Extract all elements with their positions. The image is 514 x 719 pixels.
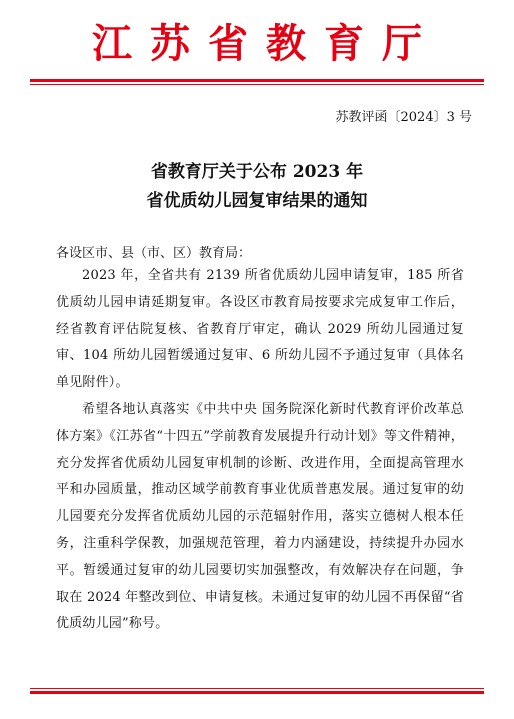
footer-rule-thick xyxy=(30,691,484,694)
document-title-line-1: 省教育厅关于公布 2023 年 xyxy=(150,162,364,182)
letterhead-title: 江苏省教育厅 xyxy=(92,20,440,67)
body-paragraph-1: 2023 年，全省共有 2139 所省优质幼儿园申请复审，185 所省优质幼儿园申请延期复审。各设区市教育局按要求完成复审工作后，经省教育评估院复核、省教育厅审定，确认 2029 所幼儿园通过复审、104 所幼儿园暂缓通过复审、6 所幼儿园不予通过复审（具体名单见附件）。 xyxy=(56,268,464,391)
document-number: 苏教评函〔2024〕3 号 xyxy=(335,110,472,125)
letterhead-rule-thick xyxy=(30,79,484,82)
document-title-line-2: 省优质幼儿园复审结果的通知 xyxy=(146,191,368,211)
footer-rule-thin xyxy=(30,688,484,689)
body-paragraph-2: 希望各地认真落实《中共中央 国务院深化新时代教育评价改革总体方案》《江苏省“十四五”学前教育发展提升行动计划》等文件精神，充分发挥省优质幼儿园复审机制的诊断、改进作用，全面提高管理水平和办园质量，推动区域学前教育事业优质普惠发展。通过复审的幼儿园要充分发挥省优质幼儿园的示范辐射作用，落实立德树人根本任务，注重科学保教，加强规范管理，着力内涵建设，持续提升办园水平。暂缓通过复审的幼儿园要切实加强整改，有效解决存在问题，争取在 2024 年整改到位、申请复核。未通过复审的幼儿园不再保留“省优质幼儿园”称号。 xyxy=(56,402,464,632)
letterhead-rule-thin xyxy=(30,84,484,85)
addressee: 各设区市、县（市、区）教育局： xyxy=(56,246,252,261)
